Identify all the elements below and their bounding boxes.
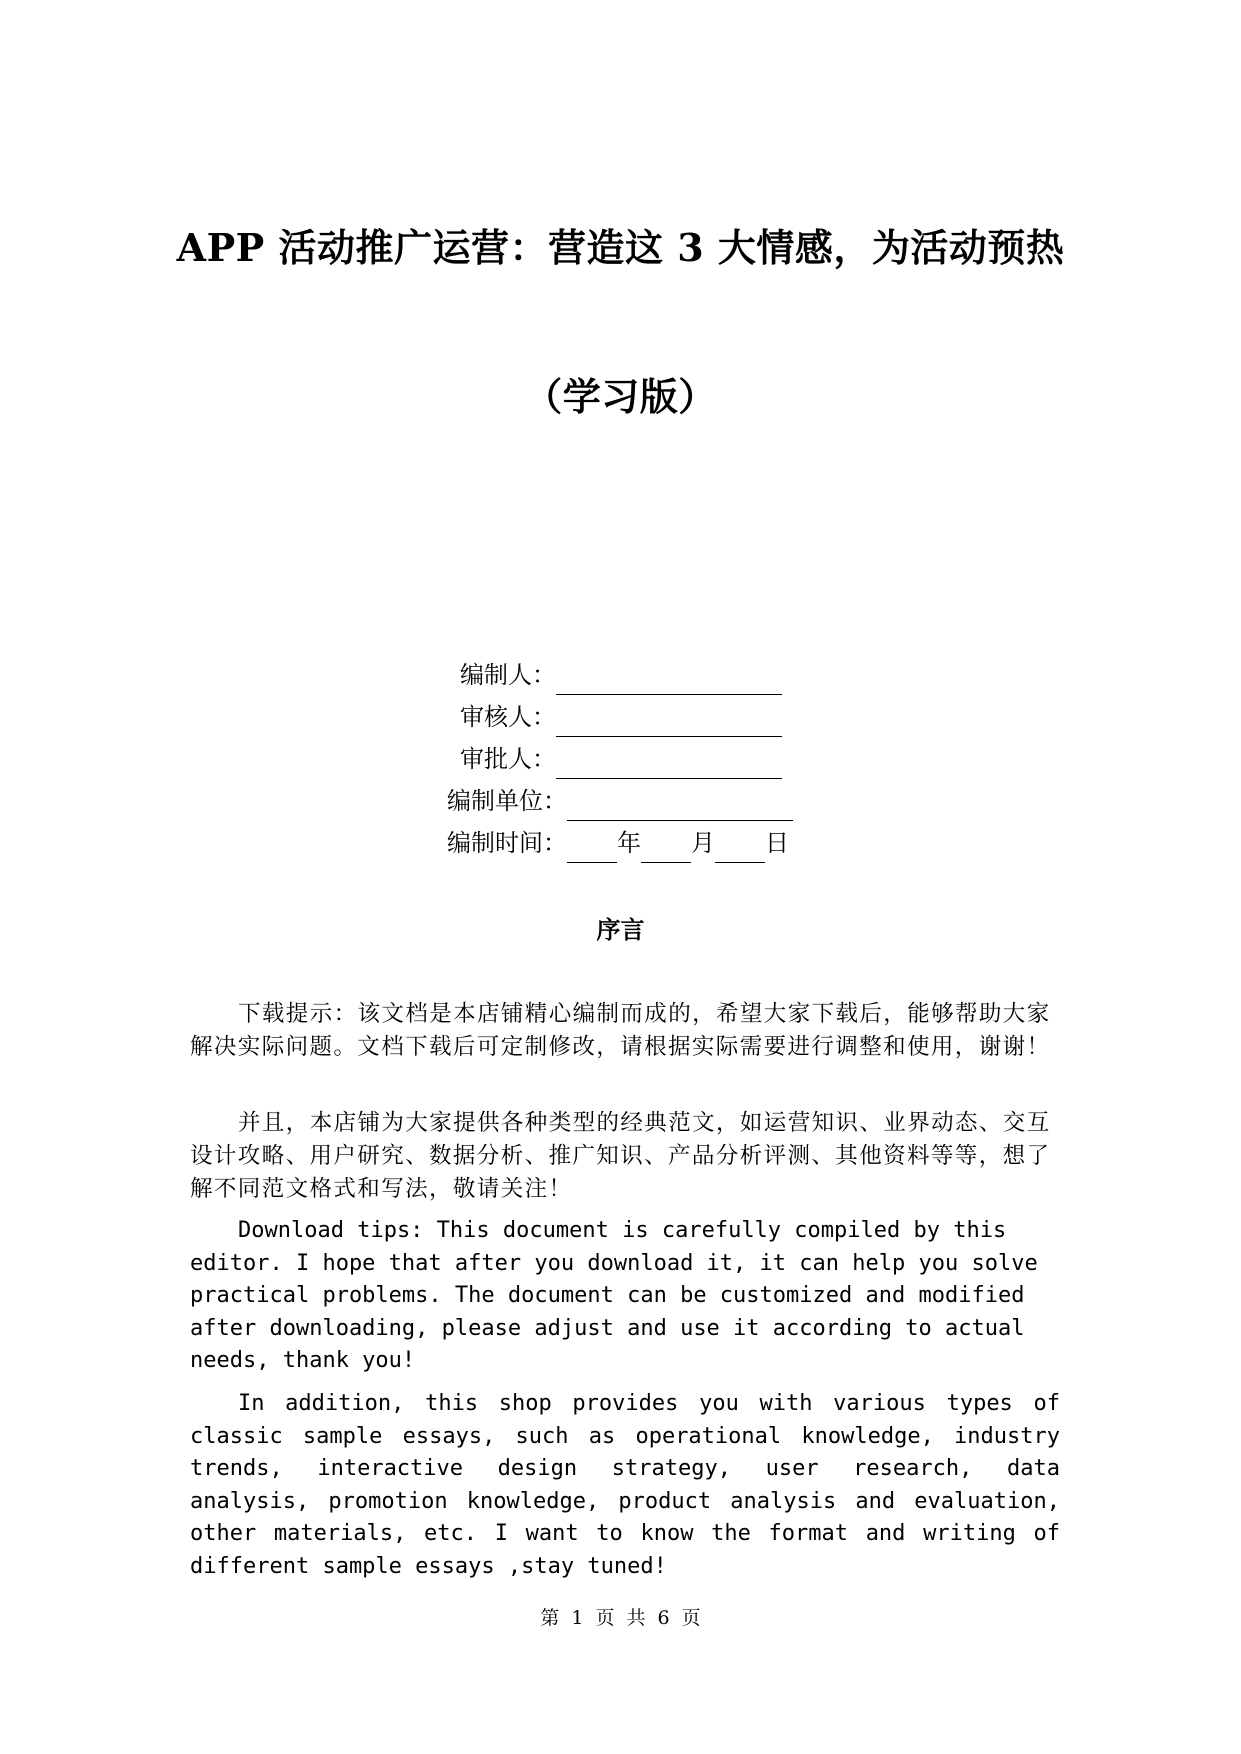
day-blank-line[interactable] [715, 832, 765, 863]
unit-label: 编制单位： [447, 787, 567, 815]
page-number-footer: 第 1 页 共 6 页 [540, 1607, 701, 1629]
month-label: 月 [691, 829, 715, 857]
compiler-blank-line[interactable] [556, 664, 782, 695]
reviewer-label: 审核人： [460, 703, 556, 731]
document-title: APP 活动推广运营：营造这 3 大情感，为活动预热 [176, 225, 1065, 270]
year-label: 年 [617, 829, 641, 857]
time-label: 编制时间： [447, 829, 567, 857]
preface-paragraph-4: In addition, this shop provides you with various types of classic sample essays, such as operational knowledge, industry trends, interactive design strategy, user research, data analysis, promotion knowledge, product analysis and evaluation, other materials, etc. I want to know the format and writing of different sample essays ,stay tuned! [190, 1391, 1060, 1579]
document-subtitle: （学习版） [524, 374, 717, 419]
month-blank-line[interactable] [641, 832, 691, 863]
approver-label: 审批人： [460, 745, 556, 773]
compiler-label: 编制人： [460, 661, 556, 689]
preface-paragraph-3: Download tips: This document is carefully compiled by this editor. I hope that after you download it, it can help you solve practical problems. The document can be customized and modified after downloading, please adjust and use it according to actual needs, thank you! [190, 1218, 1038, 1373]
approver-blank-line[interactable] [556, 748, 782, 779]
day-label: 日 [765, 829, 789, 857]
preface-paragraph-1: 下载提示：该文档是本店铺精心编制而成的，希望大家下载后，能够帮助大家解决实际问题。文档下载后可定制修改，请根据实际需要进行调整和使用，谢谢！ [190, 1001, 1051, 1060]
reviewer-row [460, 697, 782, 737]
year-blank-line[interactable] [567, 832, 617, 863]
preface-paragraph-2: 并且，本店铺为大家提供各种类型的经典范文，如运营知识、业界动态、交互设计攻略、用户研究、数据分析、推广知识、产品分析评测、其他资料等等，想了解不同范文格式和写法，敬请关注！ [190, 1110, 1051, 1202]
compiler-row [460, 655, 782, 695]
reviewer-blank-line[interactable] [556, 706, 782, 737]
preface-heading: 序言 [596, 916, 645, 944]
time-row [447, 823, 789, 863]
unit-blank-line[interactable] [567, 790, 793, 821]
approver-row [460, 739, 782, 779]
unit-row [447, 781, 793, 821]
